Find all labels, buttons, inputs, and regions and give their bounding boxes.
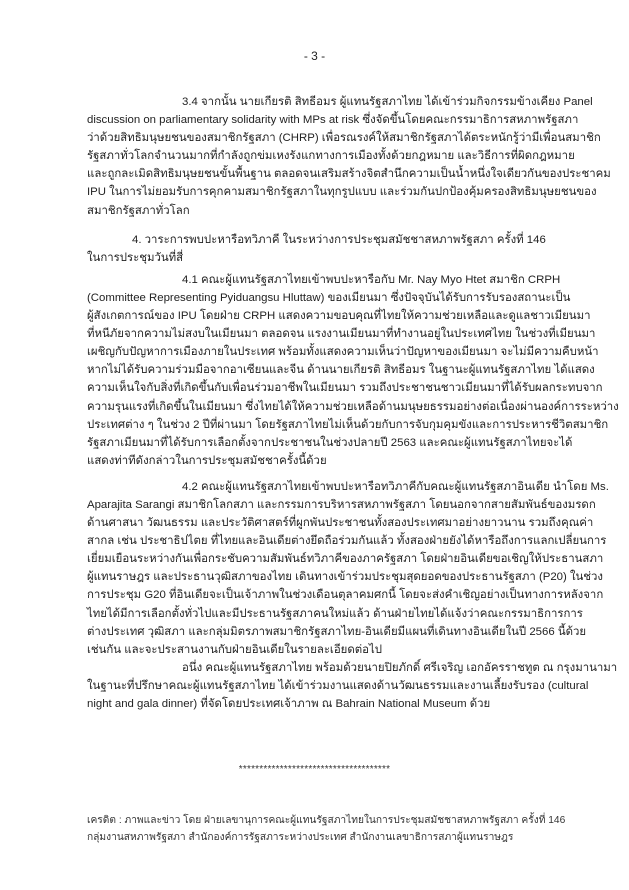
- footer-line: เครดิต : ภาพและข่าว โดย ฝ่ายเลขานุการคณะผู้แทนรัฐสภาไทยในการประชุมสมัชชาสหภาพรัฐสภา ครั้งที่ 146: [87, 815, 566, 826]
- text-line: แสดงท่าทีดังกล่าวในการประชุมสมัชชาครั้งนี้ด้วย: [87, 454, 327, 467]
- document-body: [87, 93, 619, 713]
- text-line: ในฐานะที่ปรึกษาคณะผู้แทนรัฐสภาไทย ได้เข้าร่วมงานแสดงด้านวัฒนธรรมและงานเลี้ยงรับรอง (cultural: [87, 679, 589, 692]
- text-line: night and gala dinner) ที่จัดโดยประเทศเจ้าภาพ ณ Bahrain National Museum ด้วย: [87, 698, 491, 710]
- page-number: - 3 -: [303, 49, 326, 63]
- text-line: อนึ่ง คณะผู้แทนรัฐสภาไทย พร้อมด้วยนายปิยภักดิ์ ศรีเจริญ เอกอัครราชทูต ณ กรุงมานามา: [182, 661, 618, 674]
- text-line: สมาชิกรัฐสภาทั่วโลก: [87, 204, 190, 217]
- paragraph: [87, 93, 611, 220]
- text-line: ด้านศาสนา วัฒนธรรม และประวัติศาสตร์ที่ผูกพันประชาชนทั้งสองประเทศมาอย่างยาวนาน รวมถึงคุณค่า: [87, 517, 594, 530]
- text-line: ผู้สังเกตการณ์ของ IPU โดยฝ่าย CRPH แสดงความขอบคุณที่ไทยให้ความช่วยเหลือและดูแลชาวเมียนมา: [87, 310, 591, 323]
- text-line: 4. วาระการพบปะหารือทวิภาคี ในระหว่างการประชุมสมัชชาสหภาพรัฐสภา ครั้งที่ 146: [132, 233, 546, 246]
- credit-footer: [87, 812, 565, 846]
- paragraph: [87, 478, 609, 659]
- paragraph: [87, 659, 618, 713]
- text-line: รัฐสภาทั่วโลกจำนวนมากที่กำลังถูกข่มเหงรังแกทางการเมืองทั้งด้วยกฎหมาย และวิธีการที่ผิดกฎหมาย: [87, 150, 575, 163]
- text-line: รัฐสภาเมียนมาที่ได้รับการเลือกตั้งจากประชาชนในช่วงปลายปี 2563 และคณะผู้แทนรัฐสภาไทยจะได้: [87, 436, 573, 449]
- text-line: และถูกละเมิดสิทธิมนุษยชนขั้นพื้นฐาน ตลอดจนเสริมสร้างจิตสำนึกความเป็นน้ำหนึ่งใจเดียวกันของประชาคม: [87, 168, 611, 181]
- paragraph: [87, 231, 545, 267]
- text-line: ไทยได้มีการเลือกตั้งทั่วไปและมีประธานรัฐสภาคนใหม่แล้ว ด้านฝ่ายไทยได้แจ้งว่าคณะกรรมาธิการการ: [87, 607, 583, 620]
- text-line: Aparajita Sarangi สมาชิกโลกสภา และกรรมการบริหารสหภาพรัฐสภา โดยนอกจากสายสัมพันธ์ของมรดก: [87, 498, 596, 511]
- text-line: การประชุม G20 ที่อินเดียจะเป็นเจ้าภาพในช่วงเดือนตุลาคมศกนี้ โดยจะส่งคำเชิญอย่างเป็นทางการหลังจาก: [87, 589, 604, 602]
- text-line: ว่าด้วยสิทธิมนุษยชนของสมาชิกรัฐสภา (CHRP) เพื่อรณรงค์ให้สมาชิกรัฐสภาได้ตระหนักรู้ว่ามีเพื่อนสมาชิก: [87, 132, 601, 145]
- text-line: IPU ในการไม่ยอมรับการคุกคามสมาชิกรัฐสภาในทุกรูปแบบ และร่วมกันปกป้องคุ้มครองสิทธิมนุษยชนของ: [87, 186, 597, 199]
- text-line: discussion on parliamentary solidarity with MPs at risk ซึ่งจัดขึ้นโดยคณะกรรมาธิการสหภาพรัฐสภา: [87, 114, 579, 127]
- text-line: หากไม่ได้รับความร่วมมือจากอาเซียนและจีน ด้านนายเกียรติ สิทธีอมร ในฐานะผู้แทนรัฐสภาไทย ได้แสดง: [87, 364, 595, 377]
- text-line: 4.1 คณะผู้แทนรัฐสภาไทยเข้าพบปะหารือกับ Mr. Nay Myo Htet สมาชิก CRPH: [182, 273, 561, 286]
- text-line: เยี่ยมเยือนระหว่างกันเพื่อกระชับความสัมพันธ์ทวิภาคีของภาครัฐสภา โดยฝ่ายอินเดียขอเชิญให้ประธานสภา: [87, 553, 604, 566]
- text-line: ผู้แทนราษฎร และประธานวุฒิสภาของไทย เดินทางเข้าร่วมประชุมสุดยอดของประธานรัฐสภา (P20) ในช่วง: [87, 571, 603, 584]
- separator: *************************************: [238, 764, 391, 775]
- text-line: ประเทศต่าง ๆ ในช่วง 2 ปีที่ผ่านมา โดยรัฐสภาไทยไม่เห็นด้วยกับการจับกุมคุมขังและการประหารชีวิตสมาชิก: [87, 418, 609, 431]
- paragraph: [87, 271, 619, 470]
- text-line: ความรุนแรงที่เกิดขึ้นในเมียนมา ซึ่งไทยได้ให้ความช่วยเหลือด้านมนุษยธรรมอย่างต่อเนื่องผ่านองค์การระหว่าง: [87, 400, 619, 413]
- text-line: (Committee Representing Pyiduangsu Hluttaw) ของเมียนมา ซึ่งปัจจุบันได้รับการรับรองสถานะเป็น: [87, 291, 571, 304]
- text-line: ที่หนีภัยจากความไม่สงบในเมียนมา ตลอดจน แรงงานเมียนมาที่ทำงานอยู่ในประเทศไทย ในช่วงที่เมียนมา: [87, 328, 596, 341]
- text-line: เช่นกัน และจะประสานงานกับฝ่ายอินเดียในรายละเอียดต่อไป: [87, 643, 382, 656]
- text-line: 3.4 จากนั้น นายเกียรติ สิทธีอมร ผู้แทนรัฐสภาไทย ได้เข้าร่วมกิจกรรมข้างเคียง Panel: [182, 96, 593, 108]
- footer-line: กลุ่มงานสหภาพรัฐสภา สำนักองค์การรัฐสภาระหว่างประเทศ สำนักงานเลขาธิการสภาผู้แทนราษฎร: [87, 832, 514, 843]
- text-line: ต่างประเทศ วุฒิสภา และกลุ่มมิตรภาพสมาชิกรัฐสภาไทย-อินเดียมีแผนที่เดินทางอินเดียในปี 2566 นี้ด้วย: [87, 625, 587, 638]
- text-line: 4.2 คณะผู้แทนรัฐสภาไทยเข้าพบปะหารือทวิภาคีกับคณะผู้แทนรัฐสภาอินเดีย นำโดย Ms.: [182, 480, 609, 493]
- text-line: เผชิญกับปัญหาการเมืองภายในประเทศ พร้อมทั้งแสดงความเห็นว่าปัญหาของเมียนมา จะไม่มีความคืบหน้า: [87, 346, 599, 359]
- text-line: ในการประชุมวันที่สี่: [87, 251, 184, 264]
- text-line: ความเห็นใจกับสิ่งที่เกิดขึ้นกับเพื่อนร่วมอาชีพในเมียนมา รวมถึงประชาชนชาวเมียนมาที่ได้รับผลกระทบจาก: [87, 382, 603, 395]
- text-line: สากล เช่น ประชาธิปไตย ที่ไทยและอินเดียต่างยึดถือร่วมกันแล้ว ทั้งสองฝ่ายยังได้หารือถึงการแลกเปลี่ยนการ: [87, 535, 607, 548]
